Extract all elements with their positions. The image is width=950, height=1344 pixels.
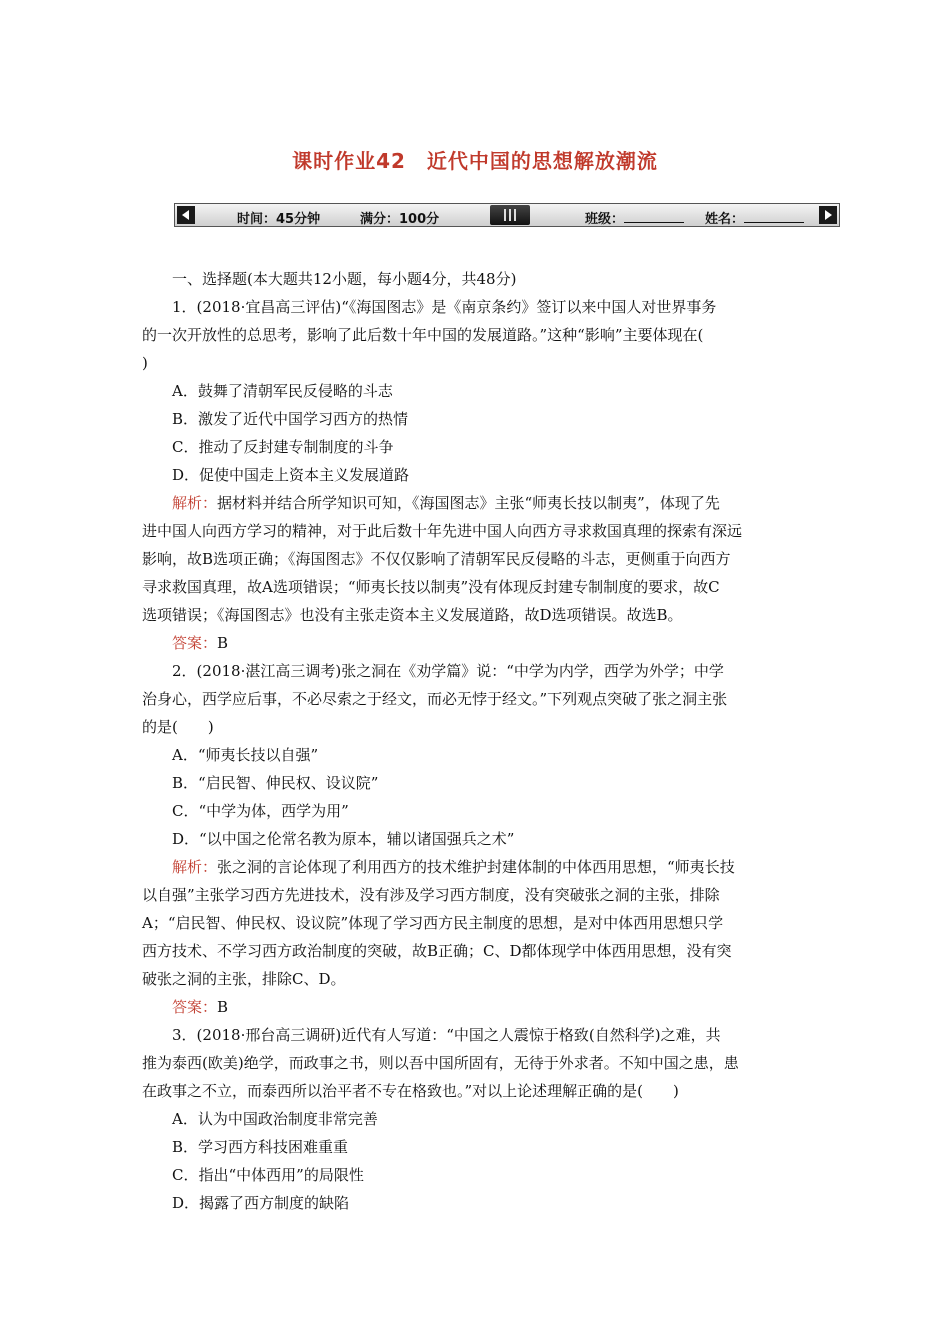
document-body (142, 265, 812, 1217)
q3-stem-line: 在政事之不立，而泰西所以治平者不专在格致也。”对以上论述理解正确的是( ) (142, 1082, 679, 1100)
q3-stem-line: 推为泰西(欧美)绝学，而政事之书，则以吾中国所固有，无待于外求者。不知中国之患，患 (142, 1054, 739, 1072)
score-label: 满分：100分 (360, 212, 440, 227)
q1-stem-line: 1．(2018·宜昌高三评估)“《海国图志》是《南京条约》签订以来中国人对世界事务 (172, 298, 717, 316)
q2-option-c: C．“中学为体，西学为用” (172, 802, 349, 820)
answer-value: B (217, 998, 229, 1016)
analysis-label: 解析： (172, 858, 218, 876)
q1-analysis-line: 选项错误；《海国图志》也没有主张走资本主义发展道路，故D选项错误。故选B。 (142, 606, 683, 624)
answer-value: B (217, 634, 229, 652)
answer-label: 答案： (172, 998, 218, 1016)
q2-analysis-line (142, 853, 812, 881)
analysis-text: 据材料并结合所学知识可知，《海国图志》主张“师夷长技以制夷”，体现了先 (217, 494, 720, 512)
q2-analysis-line: 破张之洞的主张，排除C、D。 (142, 970, 346, 988)
q1-option-a: A．鼓舞了清朝军民反侵略的斗志 (172, 382, 393, 400)
q3-option-c: C．指出“中体西用”的局限性 (172, 1166, 364, 1184)
q3-option-a: A．认为中国政治制度非常完善 (172, 1110, 378, 1128)
q3-option-b: B．学习西方科技困难重重 (172, 1138, 349, 1156)
q1-option-d: D．促使中国走上资本主义发展道路 (172, 466, 410, 484)
q2-analysis-line: 西方技术、不学习西方政治制度的突破，故B正确；C、D都体现学中体西用思想，没有突 (142, 942, 732, 960)
q2-stem-line: 2．(2018·湛江高三调考)张之洞在《劝学篇》说：“中学为内学，西学为外学；中学 (172, 662, 724, 680)
q1-analysis-line: 影响，故B选项正确；《海国图志》不仅仅影响了清朝军民反侵略的斗志，更侧重于向西方 (142, 550, 731, 568)
q3-option-d: D．揭露了西方制度的缺陷 (172, 1194, 350, 1212)
analysis-text: 张之洞的言论体现了利用西方的技术维护封建体制的中体西用思想，“师夷长技 (217, 858, 735, 876)
q1-analysis-line: 进中国人向西方学习的精神，对于此后数十年先进中国人向西方寻求救国真理的探索有深远 (142, 522, 743, 540)
class-label: 班级： (585, 212, 625, 227)
q1-option-b: B．激发了近代中国学习西方的热情 (172, 410, 409, 428)
q2-option-b: B．“启民智、伸民权、设议院” (172, 774, 379, 792)
name-field (705, 208, 804, 227)
answer-label: 答案： (172, 634, 218, 652)
q1-option-c: C．推动了反封建专制制度的斗争 (172, 438, 394, 456)
q1-analysis-line (142, 489, 812, 517)
class-field (585, 208, 684, 227)
class-blank (624, 210, 684, 223)
prev-arrow-icon[interactable] (177, 206, 195, 224)
page-title: 课时作业42 近代中国的思想解放潮流 (292, 149, 658, 173)
q2-option-a: A．“师夷长技以自强” (172, 746, 319, 764)
name-label: 姓名： (705, 212, 745, 227)
q2-option-d: D．“以中国之伦常名教为原本，辅以诸国强兵之术” (172, 830, 515, 848)
q1-answer (142, 629, 812, 657)
info-bar (174, 203, 840, 227)
q2-stem-line: 的是( ) (142, 718, 214, 736)
q2-analysis-line: A；“启民智、伸民权、设议院”体现了学习西方民主制度的思想，是对中体西用思想只学 (142, 914, 724, 932)
q1-analysis-line: 寻求救国真理，故A选项错误；“师夷长技以制夷”没有体现反封建专制制度的要求，故C (142, 578, 720, 596)
time-label: 时间：45分钟 (237, 212, 321, 227)
section-heading: 一、选择题(本大题共12小题，每小题4分，共48分) (172, 270, 517, 288)
q1-stem-line: 的一次开放性的总思考，影响了此后数十年中国的发展道路。”这种“影响”主要体现在( (142, 326, 704, 344)
q1-stem-line: ) (142, 354, 148, 372)
analysis-label: 解析： (172, 494, 218, 512)
next-arrow-icon[interactable] (819, 206, 837, 224)
q2-stem-line: 治身心，西学应后事，不必尽索之于经文，而必无悖于经文。”下列观点突破了张之洞主张 (142, 690, 728, 708)
q2-answer (142, 993, 812, 1021)
name-blank (744, 210, 804, 223)
slider-handle[interactable] (490, 205, 530, 225)
q3-stem-line: 3．(2018·邢台高三调研)近代有人写道：“中国之人震惊于格致(自然科学)之难，共 (172, 1026, 721, 1044)
q2-analysis-line: 以自强”主张学习西方先进技术，没有涉及学习西方制度，没有突破张之洞的主张，排除 (142, 886, 720, 904)
